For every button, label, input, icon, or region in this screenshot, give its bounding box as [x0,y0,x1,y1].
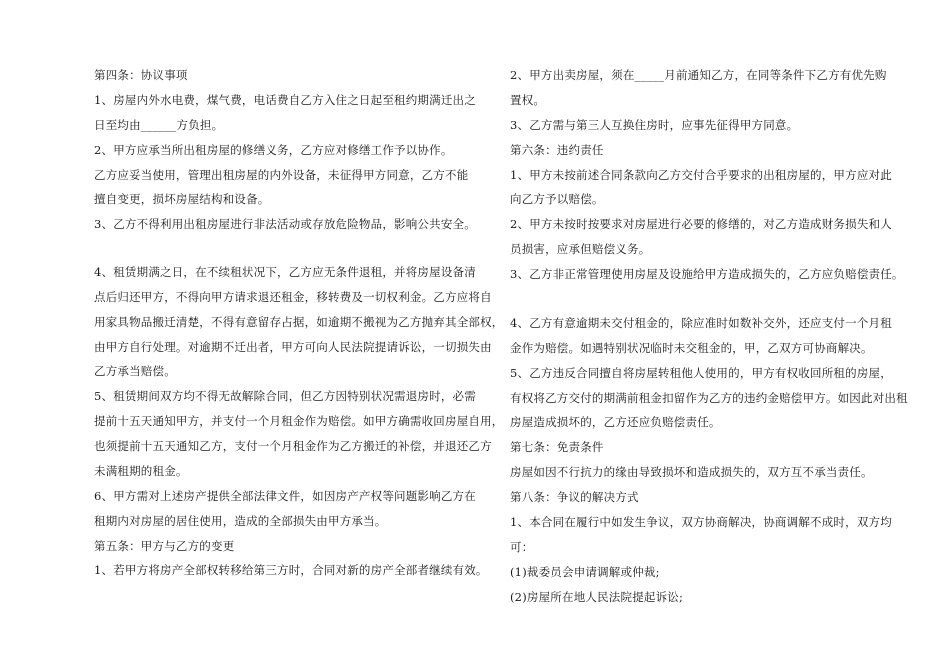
paragraph-line: 5、租赁期间双方均不得无故解除合同，但乙方因特别状况需退房时，必需 [94,389,476,403]
paragraph-line: 有权将乙方交付的期满前租金扣留作为乙方的违约金赔偿甲方。如因此对出租 [510,391,908,405]
list-item: (1)裁委员会申请调解或仲裁; [510,565,660,579]
paragraph-line: 1、房屋内外水电费，煤气费，电话费自乙方入住之日起至租约期满迁出之 [94,93,476,107]
article-4-heading: 第四条：协议事项 [94,68,188,82]
paragraph-line: 向乙方予以赔偿。 [510,192,604,206]
paragraph-line: 点后归还甲方，不得向甲方请求退还租金，移转费及一切权利金。乙方应将自 [94,290,492,304]
paragraph-line: 也须提前十五天通知乙方，支付一个月租金作为乙方搬迁的补偿，并退还乙方 [94,439,492,453]
paragraph-line: 置权。 [510,93,546,107]
paragraph-line: 1、本合同在履行中如发生争议，双方协商解决，协商调解不成时，双方均 [510,515,892,529]
list-item: (2)房屋所在地人民法院提起诉讼; [510,590,684,604]
paragraph-line: 租期内对房屋的居住使用，造成的全部损失由甲方承当。 [94,514,387,528]
paragraph-line: 乙方应妥当使用，管理出租房屋的内外设备，未征得甲方同意，乙方不能 [94,168,469,182]
article-8-heading: 第八条：争议的解决方式 [510,490,639,504]
paragraph-line: 6、甲方需对上述房产提供全部法律文件，如因房产产权等问题影响乙方在 [94,489,476,503]
paragraph-line: 由甲方自行处理。对逾期不迁出者，甲方可向人民法院提请诉讼，一切损失由 [94,340,492,354]
paragraph-line: 房屋造成损坏的，乙方还应负赔偿责任。 [510,415,721,429]
article-5-heading: 第五条：甲方与乙方的变更 [94,539,235,553]
paragraph-line: 2、甲方出卖房屋，须在_____月前通知乙方，在同等条件下乙方有优先购 [510,68,887,82]
paragraph-line: 员损害，应承但赔偿义务。 [510,242,651,256]
paragraph-line: 日至均由______方负担。 [94,118,224,132]
article-7-heading: 第七条：免责条件 [510,440,604,454]
paragraph-line: 1、若甲方将房产全部权转移给第三方时，合同对新的房产全部者继续有效。 [94,563,488,577]
article-6-heading: 第六条：违约责任 [510,143,604,157]
paragraph-line: 1、甲方未按前述合同条款向乙方交付合乎要求的出租房屋的，甲方应对此 [510,168,892,182]
paragraph-line: 提前十五天通知甲方，并支付一个月租金作为赔偿。如甲方确需收回房屋自用， [94,414,504,428]
paragraph-line: 3、乙方需与第三人互换住房时，应事先征得甲方同意。 [510,118,799,132]
paragraph-line: 4、乙方有意逾期未交付租金的，除应准时如数补交外，还应支付一个月租 [510,316,892,330]
paragraph-line: 金作为赔偿。如遇特别状况临时未交租金的，甲，乙双方可协商解决。 [510,341,873,355]
paragraph-line: 用家具物品搬迁清楚，不得有意留存占据，如逾期不搬视为乙方抛弃其全部权， [94,315,504,329]
paragraph-line: 乙方承当赔偿。 [94,364,176,378]
paragraph-line: 擅自变更，损坏房屋结构和设备。 [94,192,270,206]
paragraph-line: 3、乙方非正常管理使用房屋及设施给甲方造成损失的，乙方应负赔偿责任。 [510,267,904,281]
paragraph-line: 3、乙方不得利用出租房屋进行非法活动或存放危险物品，影响公共安全。 [94,217,476,231]
paragraph-line: 未满租期的租金。 [94,464,188,478]
paragraph-line: 可： [510,540,534,554]
paragraph-line: 2、甲方应承当所出租房屋的修缮义务，乙方应对修缮工作予以协作。 [94,143,453,157]
paragraph-line: 4、租赁期满之日，在不续租状况下，乙方应无条件退租，并将房屋设备清 [94,265,476,279]
paragraph-line: 5、乙方违反合同擅自将房屋转租他人使用的，甲方有权收回所租的房屋， [510,366,892,380]
paragraph-line: 2、甲方未按时按要求对房屋进行必要的修缮的，对乙方造成财务损失和人 [510,217,892,231]
paragraph-line: 房屋如因不行抗力的缘由导致损坏和造成损失的，双方互不承当责任。 [510,465,873,479]
